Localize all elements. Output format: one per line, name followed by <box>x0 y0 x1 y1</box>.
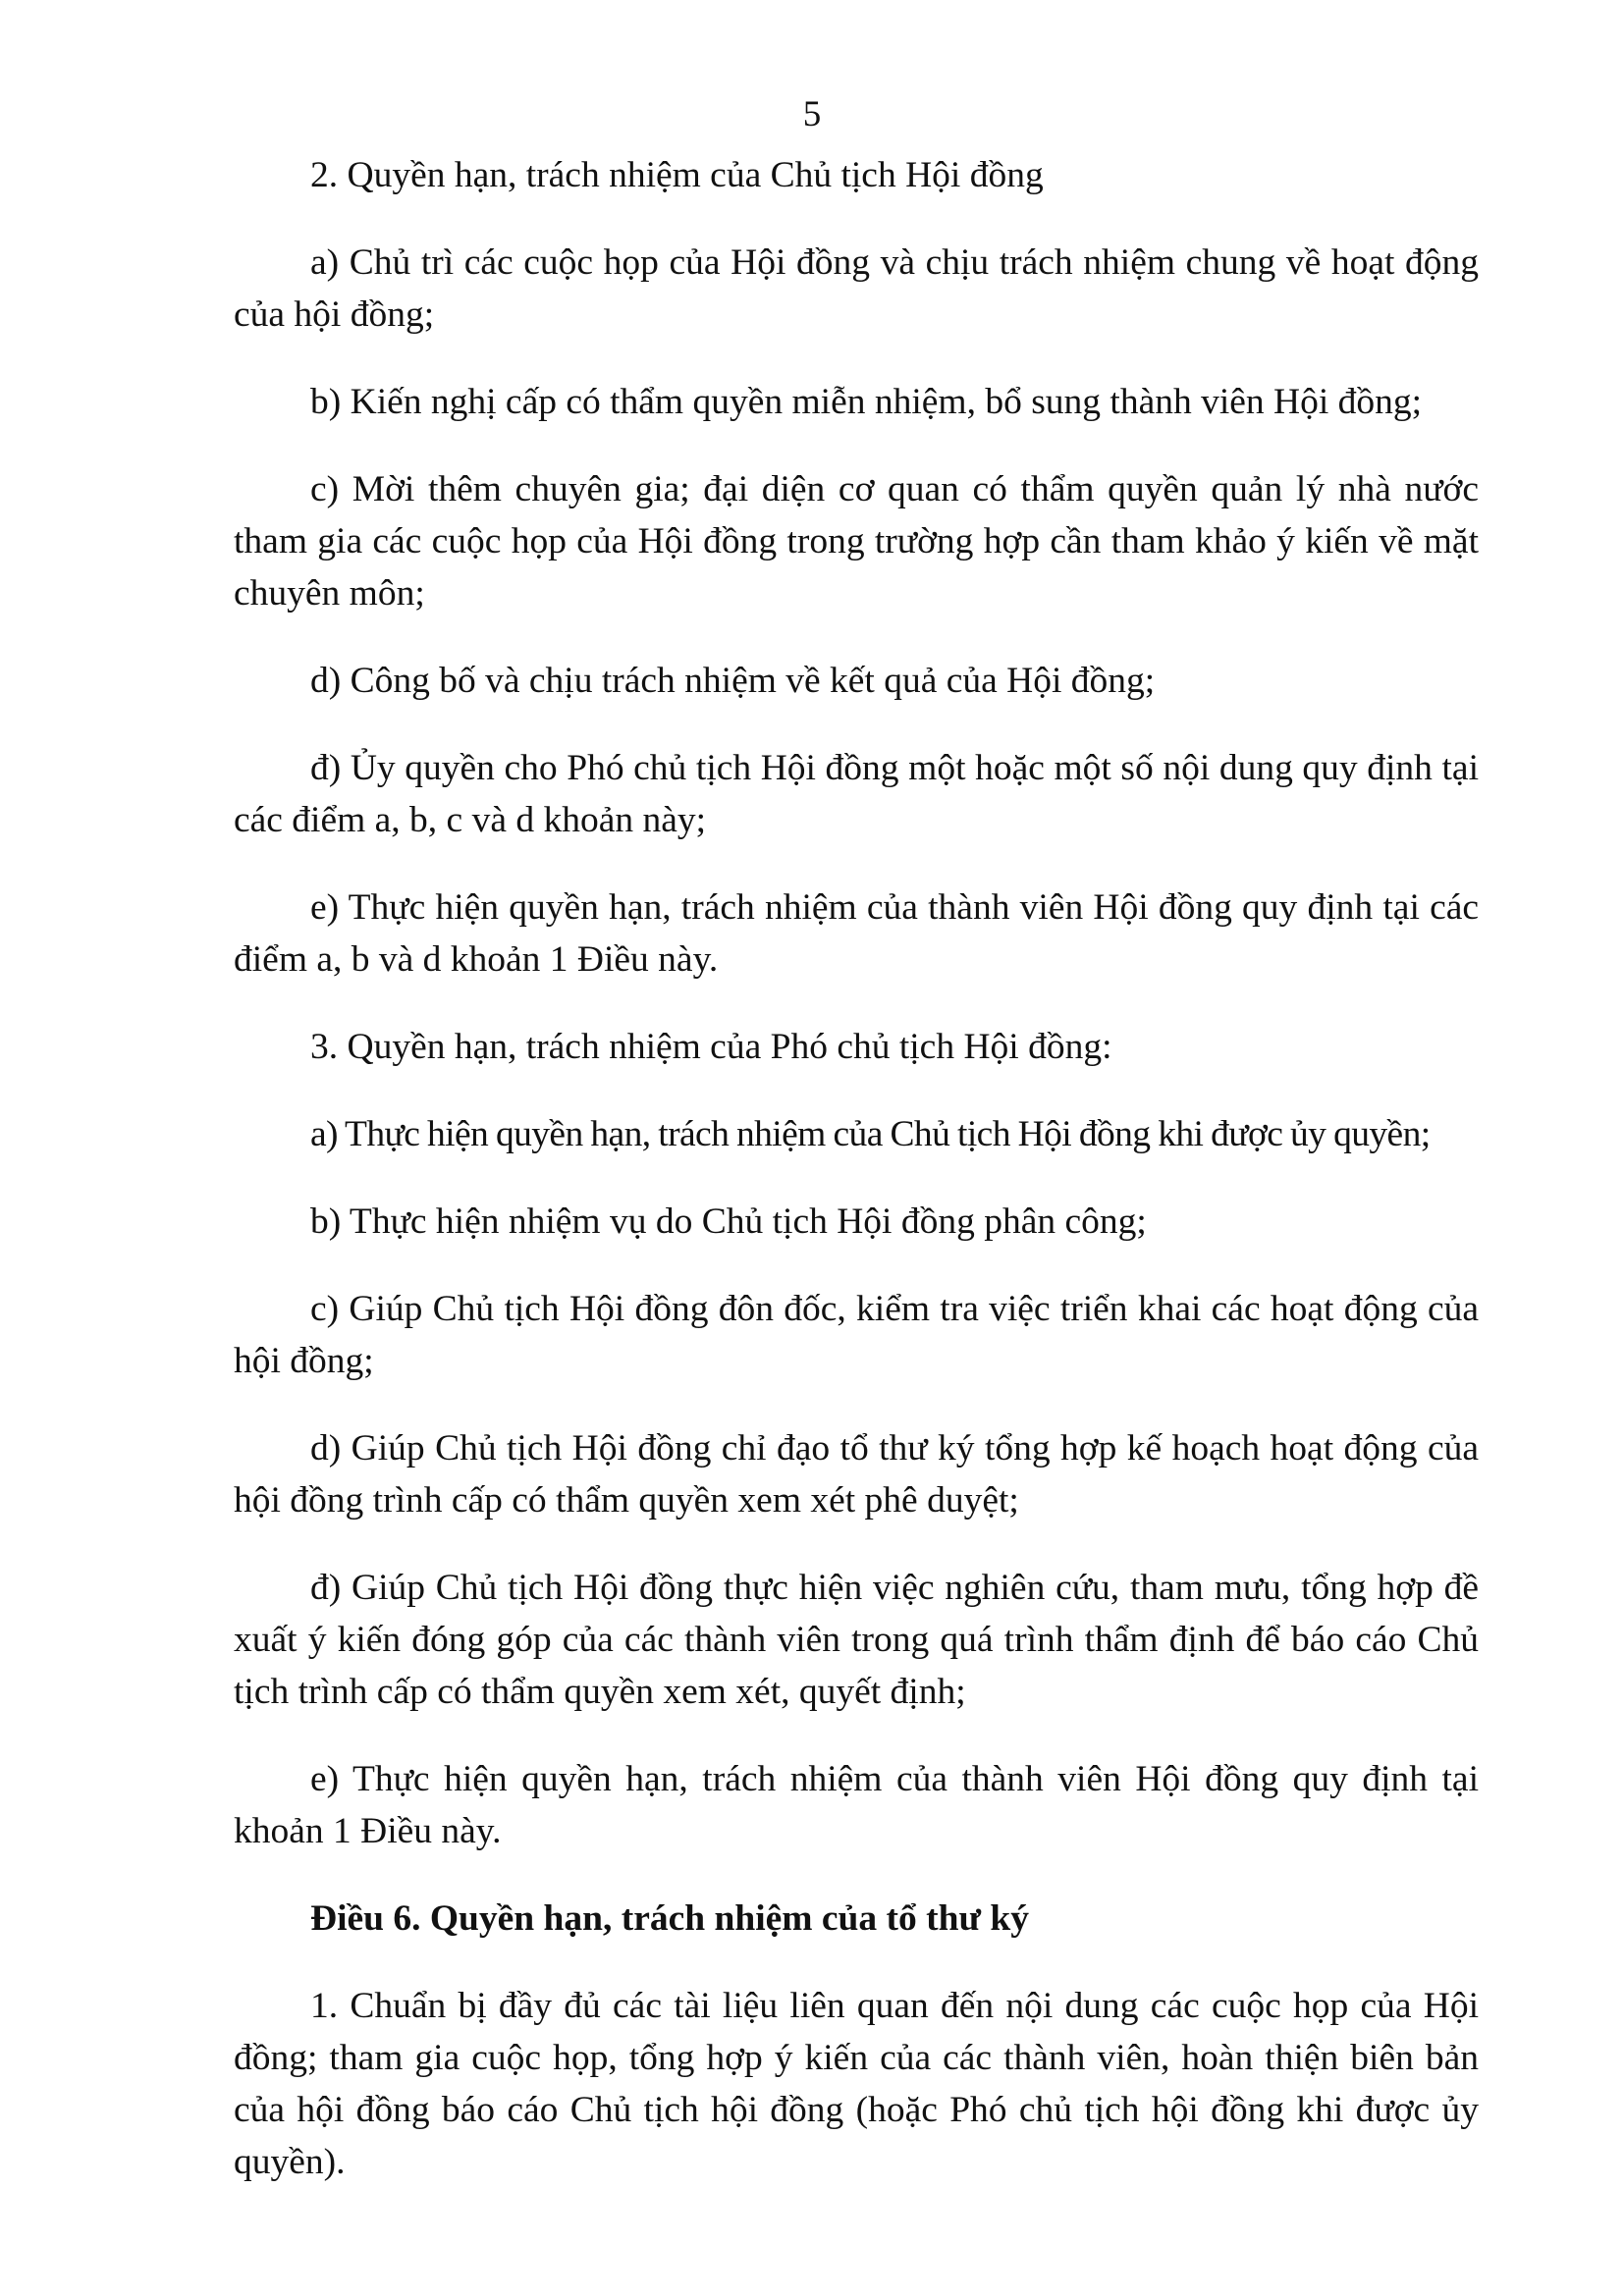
document-body <box>234 149 1479 2223</box>
paragraph-3d: d) Giúp Chủ tịch Hội đồng chỉ đạo tổ thư ký tổng hợp kế hoạch hoạt động của hội đồng trình cấp có thẩm quyền xem xét phê duyệt; <box>234 1428 1479 1521</box>
paragraph-section-3-title: 3. Quyền hạn, trách nhiệm của Phó chủ tịch Hội đồng: <box>310 1027 1112 1067</box>
paragraph-3e: e) Thực hiện quyền hạn, trách nhiệm của thành viên Hội đồng quy định tại khoản 1 Điều này. <box>234 1759 1479 1851</box>
article-6-paragraph-1: 1. Chuẩn bị đầy đủ các tài liệu liên quan đến nội dung các cuộc họp của Hội đồng; tham gia cuộc họp, tổng hợp ý kiến của các thành viên, hoàn thiện biên bản của hội đồng báo cáo Chủ tịch hội đồng (hoặc Phó chủ tịch hội đồng khi được ủy quyền). <box>234 1986 1479 2182</box>
paragraph-2d: d) Công bố và chịu trách nhiệm về kết quả của Hội đồng; <box>310 661 1156 701</box>
page-number: 5 <box>802 94 822 134</box>
paragraph-3dd: đ) Giúp Chủ tịch Hội đồng thực hiện việc nghiên cứu, tham mưu, tổng hợp đề xuất ý kiến đóng góp của các thành viên trong quá trình thẩm định để báo cáo Chủ tịch trình cấp có thẩm quyền xem xét, quyết định; <box>234 1568 1479 1712</box>
paragraph-section-2-title: 2. Quyền hạn, trách nhiệm của Chủ tịch Hội đồng <box>310 155 1044 195</box>
article-6-heading: Điều 6. Quyền hạn, trách nhiệm của tổ thư ký <box>310 1898 1029 1939</box>
paragraph-2e: e) Thực hiện quyền hạn, trách nhiệm của thành viên Hội đồng quy định tại các điểm a, b và d khoản 1 Điều này. <box>234 887 1479 980</box>
paragraph-2a: a) Chủ trì các cuộc họp của Hội đồng và chịu trách nhiệm chung về hoạt động của hội đồng; <box>234 242 1479 335</box>
paragraph-3a: a) Thực hiện quyền hạn, trách nhiệm của Chủ tịch Hội đồng khi được ủy quyền; <box>310 1114 1431 1154</box>
paragraph-2c: c) Mời thêm chuyên gia; đại diện cơ quan có thẩm quyền quản lý nhà nước tham gia các cuộc họp của Hội đồng trong trường hợp cần tham khảo ý kiến về mặt chuyên môn; <box>234 469 1479 614</box>
paragraph-2b: b) Kiến nghị cấp có thẩm quyền miễn nhiệm, bổ sung thành viên Hội đồng; <box>310 382 1423 422</box>
paragraph-3c: c) Giúp Chủ tịch Hội đồng đôn đốc, kiểm tra việc triển khai các hoạt động của hội đồng; <box>234 1289 1479 1381</box>
paragraph-3b: b) Thực hiện nhiệm vụ do Chủ tịch Hội đồng phân công; <box>310 1201 1147 1242</box>
paragraph-2dd: đ) Ủy quyền cho Phó chủ tịch Hội đồng một hoặc một số nội dung quy định tại các điểm a, b, c và d khoản này; <box>234 748 1479 840</box>
